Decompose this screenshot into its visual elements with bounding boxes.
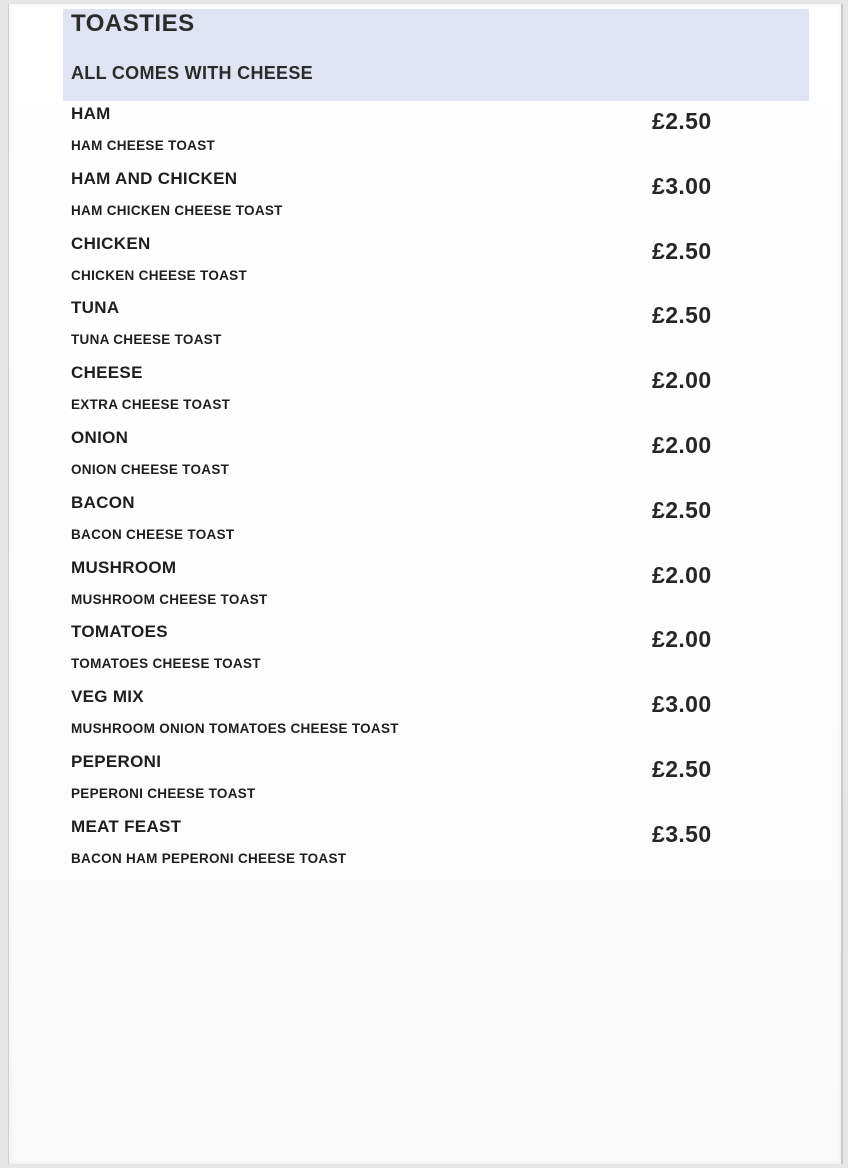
item-name: PEPERONI xyxy=(71,751,162,771)
menu-item xyxy=(0,100,848,165)
item-price: £2.00 xyxy=(652,626,712,653)
item-description: BACON HAM PEPERONI CHEESE TOAST xyxy=(71,850,347,866)
menu-item xyxy=(0,424,848,489)
item-description: HAM CHEESE TOAST xyxy=(71,138,216,153)
menu-list xyxy=(0,100,848,878)
item-description: PEPERONI CHEESE TOAST xyxy=(71,785,256,801)
item-name: TOMATOES xyxy=(71,622,168,642)
item-name: VEG MIX xyxy=(71,687,144,707)
menu-item xyxy=(0,618,848,683)
item-description: ONION CHEESE TOAST xyxy=(71,461,230,477)
item-price: £2.50 xyxy=(652,755,712,782)
item-name: CHICKEN xyxy=(71,233,151,253)
item-description: MUSHROOM CHEESE TOAST xyxy=(71,591,268,607)
item-price: £2.50 xyxy=(652,496,712,523)
item-price: £2.00 xyxy=(652,367,712,394)
item-description: MUSHROOM ONION TOMATOES CHEESE TOAST xyxy=(71,721,399,737)
item-price: £3.00 xyxy=(652,691,712,718)
item-price: £2.00 xyxy=(652,561,712,588)
item-price: £2.00 xyxy=(652,431,712,458)
menu-item xyxy=(0,165,848,230)
menu-item xyxy=(0,554,848,619)
menu-item xyxy=(0,813,848,878)
menu-item xyxy=(0,489,848,554)
menu-item xyxy=(0,683,848,748)
menu-item xyxy=(0,359,848,424)
menu-item xyxy=(0,294,848,359)
item-name: TUNA xyxy=(71,298,120,318)
item-price: £2.50 xyxy=(652,108,712,134)
item-name: ONION xyxy=(71,427,129,447)
item-name: HAM xyxy=(71,104,111,123)
menu-item xyxy=(0,230,848,295)
item-name: MUSHROOM xyxy=(71,557,177,577)
item-price: £2.50 xyxy=(652,302,712,329)
item-description: TOMATOES CHEESE TOAST xyxy=(71,656,261,672)
item-name: MEAT FEAST xyxy=(71,816,182,836)
item-description: BACON CHEESE TOAST xyxy=(71,526,235,542)
item-price: £2.50 xyxy=(652,237,712,264)
item-name: BACON xyxy=(71,492,135,512)
item-description: EXTRA CHEESE TOAST xyxy=(71,397,231,413)
item-name: HAM AND CHICKEN xyxy=(71,168,238,188)
item-name: CHEESE xyxy=(71,363,143,383)
item-price: £3.50 xyxy=(652,820,712,847)
item-description: TUNA CHEESE TOAST xyxy=(71,332,222,348)
menu-item xyxy=(0,748,848,813)
item-description: HAM CHICKEN CHEESE TOAST xyxy=(71,202,283,218)
item-price: £3.00 xyxy=(652,172,712,199)
menu-subtitle: ALL COMES WITH CHEESE xyxy=(71,63,313,83)
menu-title: TOASTIES xyxy=(71,10,195,37)
item-description: CHICKEN CHEESE TOAST xyxy=(71,267,248,283)
